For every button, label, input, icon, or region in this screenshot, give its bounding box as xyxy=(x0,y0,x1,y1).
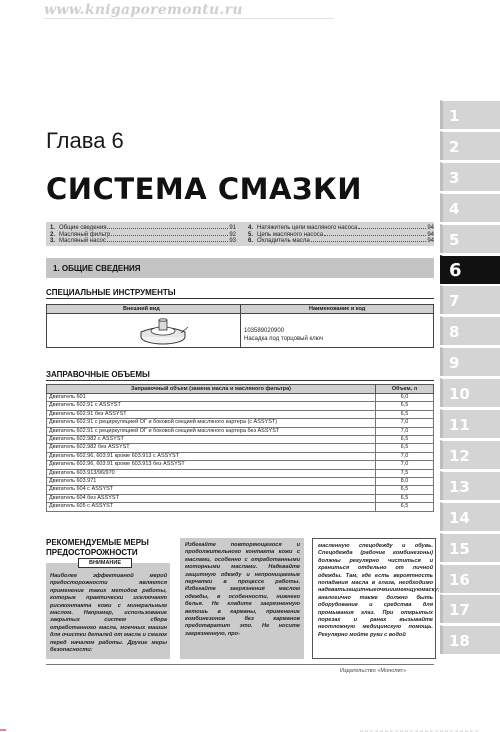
volume-cell: 6,5 xyxy=(376,436,434,444)
table-row xyxy=(47,494,434,502)
table-row xyxy=(47,486,434,494)
chapter-tab-11[interactable]: 11 xyxy=(440,409,500,438)
table-row xyxy=(47,469,434,477)
chapter-tab-5[interactable]: 5 xyxy=(440,224,500,253)
engine-cell: Двигатель 603.971 xyxy=(47,478,376,486)
volume-cell: 6,0 xyxy=(376,394,434,402)
header-rule xyxy=(44,18,334,19)
site-watermark: www.knigaporemontu.ru xyxy=(44,2,243,18)
chapter-label: Глава 6 xyxy=(46,128,124,153)
tool-code: 103589020900 xyxy=(244,328,285,334)
toc-right-column xyxy=(248,225,434,245)
socket-adapter-illustration xyxy=(135,315,191,347)
engine-cell: Двигатель 602.91 с ASSYST xyxy=(47,402,376,410)
toc-left-column xyxy=(50,225,236,245)
tool-name: Насадка под торцовый ключ xyxy=(244,336,324,342)
warning-text-2: Избегайте повторяющегося и продолжительного контакта кожи с маслами, особенно с отработанными моторными маслами. Надевайте защитную одежду и непроницаемые перчатки в процессе работы. Избегайте загрязнения маслом одежды, в особенности, нижнего белья. Не кладите загрязненную ветошь в карманы, применение комбинезонов без карманов предотвратит это. Не носите загрязненную, про- xyxy=(185,542,300,637)
volume-cell: 6,5 xyxy=(376,486,434,494)
volume-cell: 7,0 xyxy=(376,427,434,435)
volumes-heading: ЗАПРАВОЧНЫЕ ОБЪЕМЫ xyxy=(46,370,150,379)
attention-badge: ВНИМАНИЕ xyxy=(78,558,132,568)
tools-table xyxy=(46,304,434,348)
chapter-tab-13[interactable]: 13 xyxy=(440,471,500,500)
warning-column-1 xyxy=(46,563,170,659)
engine-cell: Двигатель 602.96, 603.91 кроме 603.913 без ASSYST xyxy=(47,461,376,469)
col-view-header: Внешний вид xyxy=(123,306,160,312)
chapter-tab-10[interactable]: 10 xyxy=(440,378,500,407)
chapter-tab-17[interactable]: 17 xyxy=(440,594,500,623)
engine-cell: Двигатель 604 с ASSYST xyxy=(47,486,376,494)
engine-cell: Двигатель 605 с ASSYST xyxy=(47,503,376,511)
col-vol-header: Объем, л xyxy=(376,385,434,394)
toc-entry[interactable]: 4. Натяжитель цепи масляного насоса 94 xyxy=(248,225,434,231)
toc-entry[interactable]: 5. Цепь масляного насоса 94 xyxy=(248,231,434,238)
publisher-credit: Издательство «Монолит» xyxy=(340,668,407,674)
warnings-heading: РЕКОМЕНДУЕМЫЕ МЕРЫ ПРЕДОСТОРОЖНОСТИ xyxy=(46,538,149,557)
table-row xyxy=(47,478,434,486)
table-row xyxy=(47,444,434,452)
chapter-tab-15[interactable]: 15 xyxy=(440,533,500,562)
table-row xyxy=(47,436,434,444)
chapter-tab-14[interactable]: 14 xyxy=(440,502,500,531)
volume-cell: 8,0 xyxy=(376,478,434,486)
volumes-table xyxy=(46,384,434,512)
engine-cell: Двигатель 602.91 без ASSYST xyxy=(47,410,376,418)
volume-cell: 6,5 xyxy=(376,444,434,452)
engine-cell: Двигатель 603.913/96/970 xyxy=(47,469,376,477)
bottom-edge-marks xyxy=(0,722,500,732)
engine-cell: Двигатель 602.982 с ASSYST xyxy=(47,436,376,444)
warning-column-3 xyxy=(312,538,440,659)
engine-cell: Двигатель 602.96, 603.91 кроме 603.913 с ASSYST xyxy=(47,452,376,460)
warning-column-2 xyxy=(180,538,304,659)
chapter-tab-3[interactable]: 3 xyxy=(440,162,500,191)
section-heading: 1. ОБЩИЕ СВЕДЕНИЯ xyxy=(46,258,434,278)
chapter-tab-12[interactable]: 12 xyxy=(440,440,500,469)
table-row xyxy=(47,503,434,511)
warning-text-3: масленную спецодежду и обувь. Спецодежда (рабочие комбинезоны) должны регулярно чиститься и храниться отдельно от личной одежды. Там, где есть вероятность попадания масла в глаза, необходимо надеватьзащитныеочкииимеющуюмаску; аналогично также должно быть оборудование и средства для промывания глаз. При открытых порезах и ранах вызывайте неотложную медицинскую помощь. Регулярно мойте руки с водой xyxy=(318,543,440,638)
table-row xyxy=(47,461,434,469)
footer-rule xyxy=(46,664,434,665)
volume-cell: 7,0 xyxy=(376,461,434,469)
table-row xyxy=(47,410,434,418)
tool-item xyxy=(244,327,323,343)
chapter-title: СИСТЕМА СМАЗКИ xyxy=(46,172,362,206)
toc-entry[interactable]: 3. Масляный насос 93 xyxy=(50,238,236,244)
volume-cell: 6,5 xyxy=(376,402,434,410)
table-of-contents xyxy=(46,222,434,246)
table-row xyxy=(47,452,434,460)
engine-cell: Двигатель 604 без ASSYST xyxy=(47,494,376,502)
volume-cell: 6,5 xyxy=(376,503,434,511)
chapter-tab-4[interactable]: 4 xyxy=(440,193,500,222)
volume-cell: 6,5 xyxy=(376,410,434,418)
tools-rule xyxy=(46,298,434,299)
col-desc-header: Заправочный объем (замена масла и масляного фильтра) xyxy=(47,385,376,394)
volume-cell: 7,0 xyxy=(376,452,434,460)
chapter-tab-2[interactable]: 2 xyxy=(440,131,500,160)
chapter-tab-16[interactable]: 16 xyxy=(440,564,500,593)
toc-entry[interactable]: 6. Охладитель масла 94 xyxy=(248,238,434,244)
table-row xyxy=(47,419,434,427)
chapter-tab-1[interactable]: 1 xyxy=(440,100,500,129)
warning-text-1: Наиболее эффективной мерой предосторожности является применение таких методов работы, которые практически исключают рискконтакта кожи с минеральным маслом. Например, использование закрытых систем сбора отработанного масла, моечных машин для очистки деталей от масла и смазок перед началом работы. Другие меры безопасности: xyxy=(50,573,167,654)
chapter-tab-6[interactable]: 6 xyxy=(440,255,500,284)
toc-entry[interactable]: 2. Масляный фильтр 92 xyxy=(50,231,236,238)
volume-cell: 7,0 xyxy=(376,419,434,427)
chapter-tab-9[interactable]: 9 xyxy=(440,347,500,376)
table-row xyxy=(47,402,434,410)
col-name-header: Наименование и код xyxy=(309,306,366,312)
engine-cell: Двигатель 602.982 без ASSYST xyxy=(47,444,376,452)
engine-cell: Двигатель 602.91 с рециркуляцией ОГ и боковой секцией масляного картера (с ASSYST) xyxy=(47,419,376,427)
chapter-tab-18[interactable]: 18 xyxy=(440,625,500,654)
chapter-tab-8[interactable]: 8 xyxy=(440,316,500,345)
engine-cell: Двигатель 602.91 с рециркуляцией ОГ и боковой секцией масляного картера без ASSYST xyxy=(47,427,376,435)
volume-cell: 6,5 xyxy=(376,494,434,502)
tools-heading: СПЕЦИАЛЬНЫЕ ИНСТРУМЕНТЫ xyxy=(46,288,176,297)
volumes-rule xyxy=(46,380,434,381)
engine-cell: Двигатель 601 xyxy=(47,394,376,402)
chapter-tab-7[interactable]: 7 xyxy=(440,285,500,314)
table-row xyxy=(47,427,434,435)
volume-cell: 7,5 xyxy=(376,469,434,477)
table-row xyxy=(47,394,434,402)
toc-entry[interactable]: 1. Общие сведения 91 xyxy=(50,225,236,231)
